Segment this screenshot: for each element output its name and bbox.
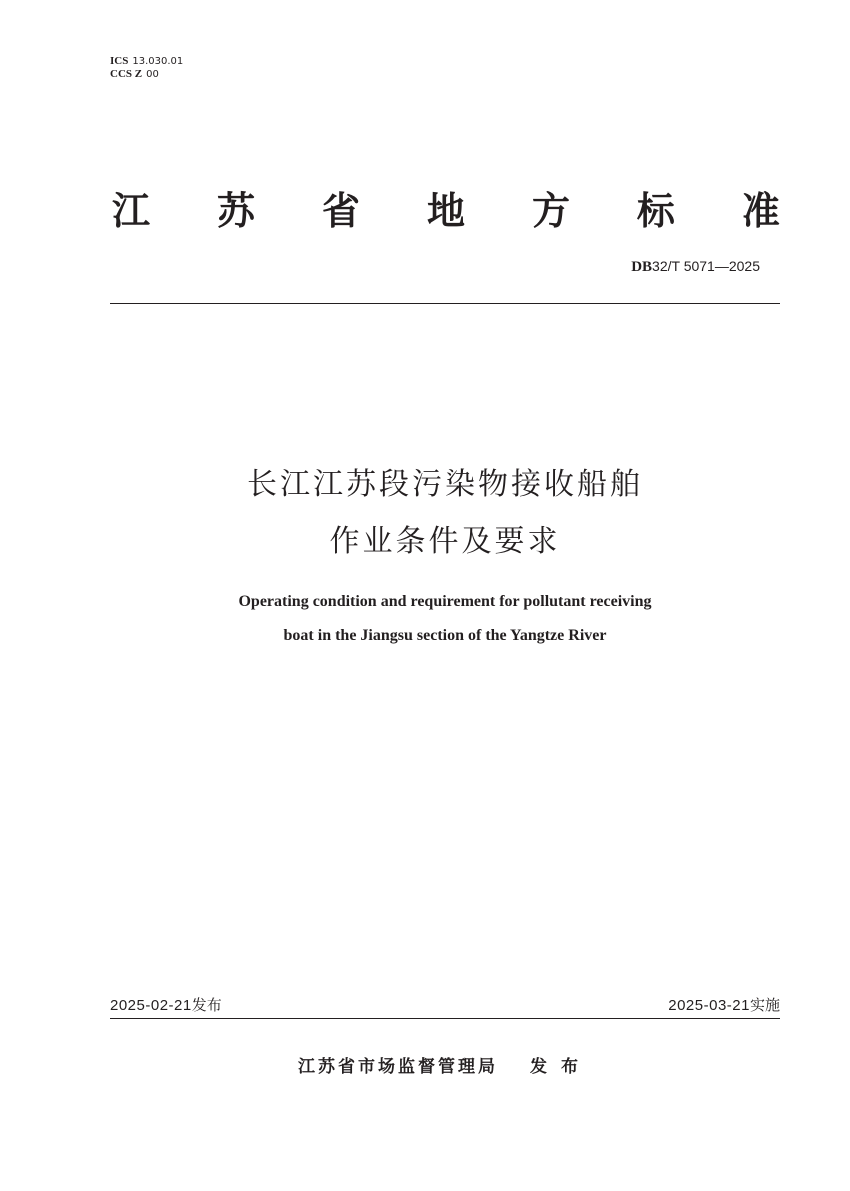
standard-type-char: 标 [636, 188, 675, 233]
ccs-letter: Z [134, 68, 143, 80]
chinese-title-line-1: 长江江苏段污染物接收船舶 [247, 467, 643, 502]
standard-type-char: 方 [531, 188, 570, 233]
english-title-line-2: boat in the Jiangsu section of the Yangtze River [283, 627, 607, 644]
ics-code [110, 55, 183, 68]
ics-value: 13.030.01 [132, 56, 184, 67]
implement-date-value: 2025-03-21 [668, 997, 750, 1014]
bottom-divider [110, 1018, 780, 1019]
issue-date-value: 2025-02-21 [110, 997, 192, 1014]
implement-date [668, 994, 780, 1015]
english-title-line-1: Operating condition and requirement for pollutant receiving [238, 593, 652, 610]
ics-label: ICS [110, 55, 129, 67]
publisher-organization: 江苏省市场监督管理局 [298, 1057, 498, 1077]
standard-number-value: 32/T 5071—2025 [652, 258, 760, 274]
standard-number-prefix: DB [631, 259, 653, 275]
ccs-label: CCS [110, 68, 133, 80]
standard-type-heading [112, 178, 780, 236]
standard-number [631, 258, 760, 276]
standard-type-char: 苏 [216, 188, 255, 233]
standard-type-char: 地 [426, 188, 465, 233]
standard-type-char: 准 [741, 188, 780, 233]
top-divider [110, 303, 780, 304]
ccs-code [110, 68, 183, 81]
implement-date-label: 实施 [749, 996, 780, 1014]
standard-type-char: 省 [321, 188, 360, 233]
chinese-title-line-2: 作业条件及要求 [329, 524, 561, 559]
publisher-action: 发布 [530, 1057, 592, 1077]
classification-codes [110, 55, 183, 81]
issue-date [110, 994, 222, 1015]
publisher [110, 1052, 780, 1077]
issue-date-label: 发布 [191, 996, 222, 1014]
ccs-value: 00 [146, 69, 159, 80]
standard-type-char: 江 [112, 188, 151, 233]
